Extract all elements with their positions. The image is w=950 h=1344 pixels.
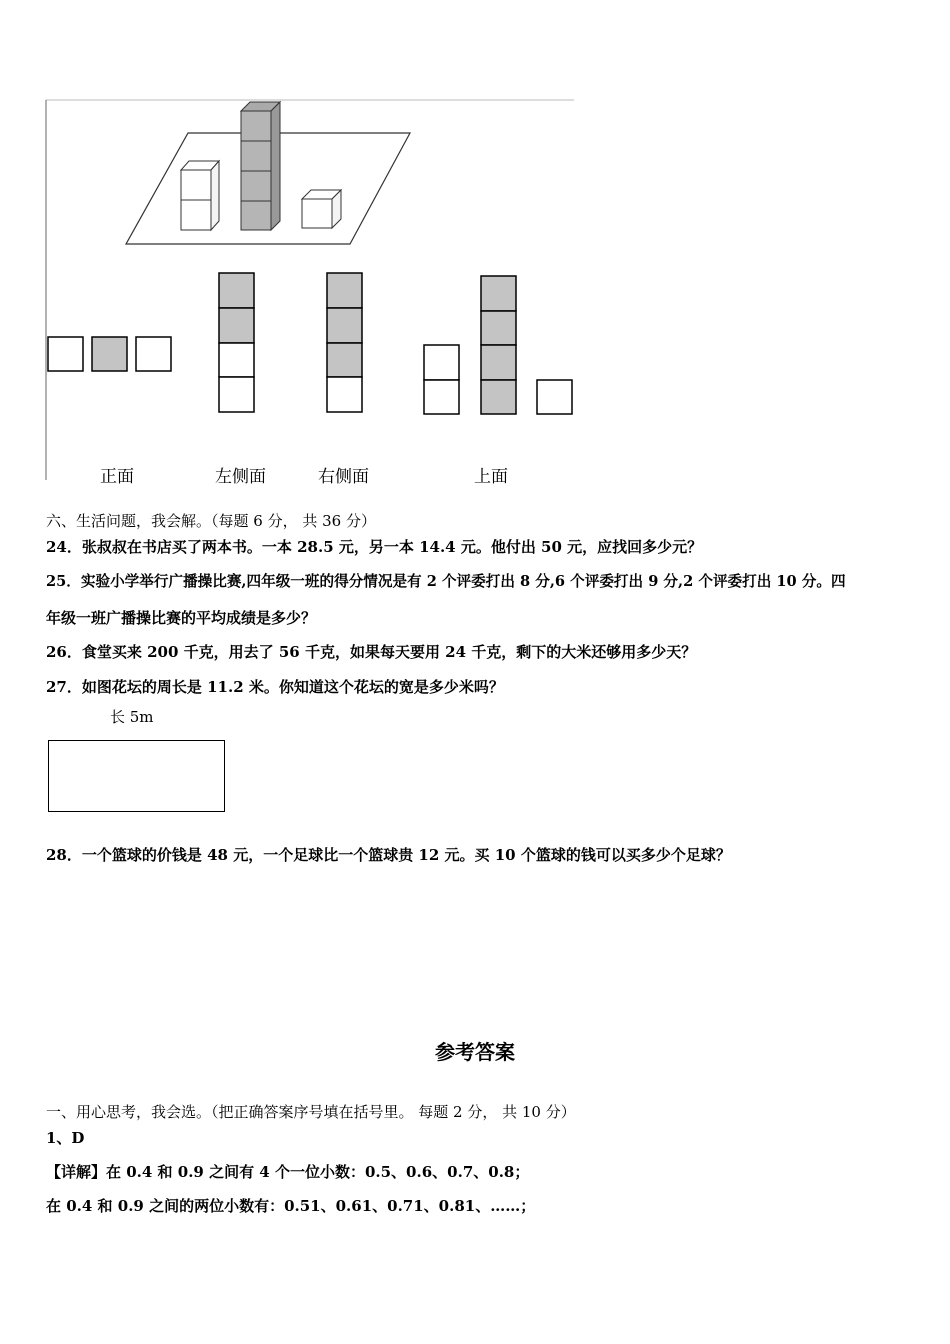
block-diagram-svg [0,0,600,490]
answer-1-detail-2: 在 0.4 和 0.9 之间的两位小数有：0.51、0.61、0.71、0.81、……； [46,1197,536,1215]
section-six-heading: 六、生活问题，我会解。（每题 6 分， 共 36 分） [46,512,376,530]
block-figure [0,0,950,490]
top-view [424,276,572,414]
cube-stack-middle [241,102,280,230]
left-view [219,273,254,412]
front-view [48,337,171,371]
answers-section-one: 一、用心思考，我会选。（把正确答案序号填在括号里。 每题 2 分， 共 10 分） [46,1103,576,1121]
question-27: 27．如图花坛的周长是 11.2 米。你知道这个花坛的宽是多少米吗？ [46,678,504,696]
question-26: 26．食堂买来 200 千克，用去了 56 千克，如果每天要用 24 千克，剩下的大米还够用多少天？ [46,643,697,661]
length-label: 长 5m [110,708,154,726]
question-28: 28．一个篮球的价钱是 48 元，一个足球比一个篮球贵 12 元。买 10 个篮球的钱可以买多少个足球？ [46,846,731,864]
question-24: 24．张叔叔在书店买了两本书。一本 28.5 元，另一本 14.4 元。他付出 50 元，应找回多少元？ [46,538,703,556]
label-front-view: 正面 [100,467,134,487]
label-top-view: 上面 [474,467,508,487]
question-25-line2: 年级一班广播操比赛的平均成绩是多少？ [46,609,317,627]
question-25-line1: 25．实验小学举行广播操比赛,四年级一班的得分情况是有 2 个评委打出 8 分,6 个评委打出 9 分,2 个评委打出 10 分。四 [46,573,846,590]
cube-stack-left [181,161,219,230]
answer-1-detail-1: 【详解】在 0.4 和 0.9 之间有 4 个一位小数：0.5、0.6、0.7、0.8； [46,1163,530,1181]
flower-bed-rectangle [48,740,225,812]
cube-single-right [302,190,341,228]
answer-1: 1、D [46,1129,85,1147]
label-left-view: 左侧面 [215,467,266,487]
answers-title: 参考答案 [435,1040,515,1064]
right-view [327,273,362,412]
label-right-view: 右侧面 [318,467,369,487]
